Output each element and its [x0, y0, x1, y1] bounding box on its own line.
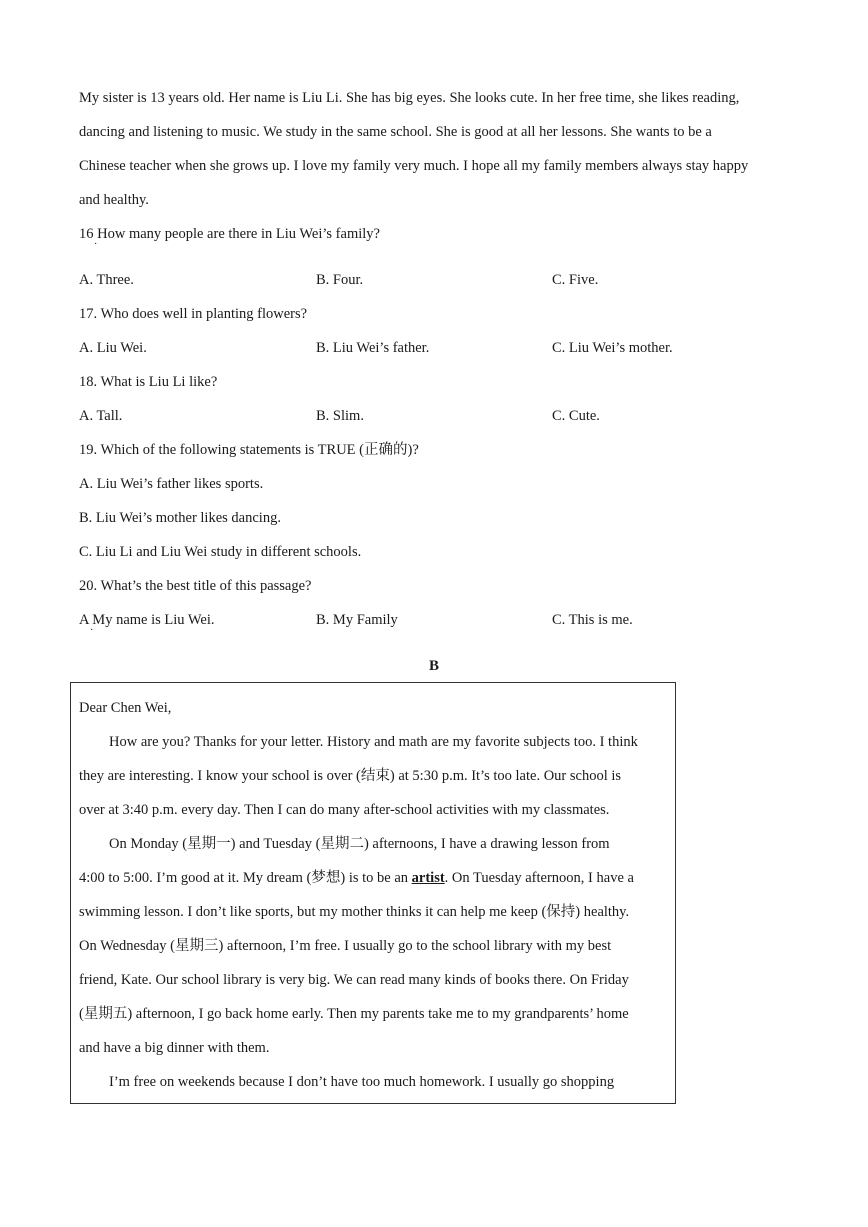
question-17-option-b: B. Liu Wei’s father.	[316, 340, 430, 356]
passage-line: My sister is 13 years old. Her name is Liu Li. She has big eyes. She looks cute. In her free time, she likes reading,	[79, 90, 740, 106]
letter-box	[70, 682, 676, 1104]
question-18-option-a: A. Tall.	[79, 408, 123, 424]
passage-line: Chinese teacher when she grows up. I love my family very much. I hope all my family members always stay happy	[79, 158, 749, 174]
question-16-stem: 16 How many people are there in Liu Wei’s family?	[79, 226, 380, 242]
letter-text: 4:00 to 5:00. I’m good at it. My dream (梦想) is to be an	[79, 870, 412, 886]
letter-line	[79, 868, 634, 888]
question-17-option-c: C. Liu Wei’s mother.	[552, 340, 673, 356]
question-16-option-b: B. Four.	[316, 272, 364, 288]
question-17-option-a: A. Liu Wei.	[79, 340, 147, 356]
letter-line: over at 3:40 p.m. every day. Then I can do many after-school activities with my classmates.	[79, 802, 610, 818]
question-19-option-c: C. Liu Li and Liu Wei study in different schools.	[79, 544, 362, 560]
question-18-option-c: C. Cute.	[552, 408, 600, 424]
letter-text: . On Tuesday afternoon, I have a	[444, 870, 634, 886]
letter-line: (星期五) afternoon, I go back home early. Then my parents take me to my grandparents’ home	[79, 1006, 629, 1022]
question-18-stem: 18. What is Liu Li like?	[79, 374, 218, 390]
section-b-heading: B	[428, 658, 439, 674]
letter-line: they are interesting. I know your school is over (结束) at 5:30 p.m. It’s too late. Our school is	[79, 768, 622, 784]
question-17-stem: 17. Who does well in planting flowers?	[79, 306, 308, 322]
question-19-option-a: A. Liu Wei’s father likes sports.	[79, 476, 264, 492]
question-20-stem: 20. What’s the best title of this passage?	[79, 578, 312, 594]
question-20-option-a: A My name is Liu Wei.	[79, 612, 215, 628]
letter-line: I’m free on weekends because I don’t have too much homework. I usually go shopping	[109, 1074, 615, 1090]
question-16-option-a: A. Three.	[79, 272, 134, 288]
letter-line: How are you? Thanks for your letter. History and math are my favorite subjects too. I think	[109, 734, 638, 750]
passage-line: and healthy.	[79, 192, 149, 208]
underlined-word: artist	[411, 870, 445, 886]
stray-dot: ·	[94, 239, 98, 250]
question-20-option-b: B. My Family	[316, 612, 398, 628]
letter-line: On Monday (星期一) and Tuesday (星期二) afternoons, I have a drawing lesson from	[109, 836, 610, 852]
letter-salutation: Dear Chen Wei,	[79, 700, 172, 716]
stray-dot: ·	[90, 625, 94, 636]
question-19-stem: 19. Which of the following statements is TRUE (正确的)?	[79, 442, 419, 458]
letter-line: friend, Kate. Our school library is very big. We can read many kinds of books there. On Friday	[79, 972, 629, 988]
question-16-option-c: C. Five.	[552, 272, 599, 288]
question-18-option-b: B. Slim.	[316, 408, 364, 424]
letter-line: swimming lesson. I don’t like sports, but my mother thinks it can help me keep (保持) healthy.	[79, 904, 630, 920]
question-19-option-b: B. Liu Wei’s mother likes dancing.	[79, 510, 281, 526]
letter-line: and have a big dinner with them.	[79, 1040, 270, 1056]
letter-line: On Wednesday (星期三) afternoon, I’m free. I usually go to the school library with my best	[79, 938, 612, 954]
passage-line: dancing and listening to music. We study in the same school. She is good at all her lessons. She wants to be a	[79, 124, 712, 140]
question-20-option-c: C. This is me.	[552, 612, 633, 628]
